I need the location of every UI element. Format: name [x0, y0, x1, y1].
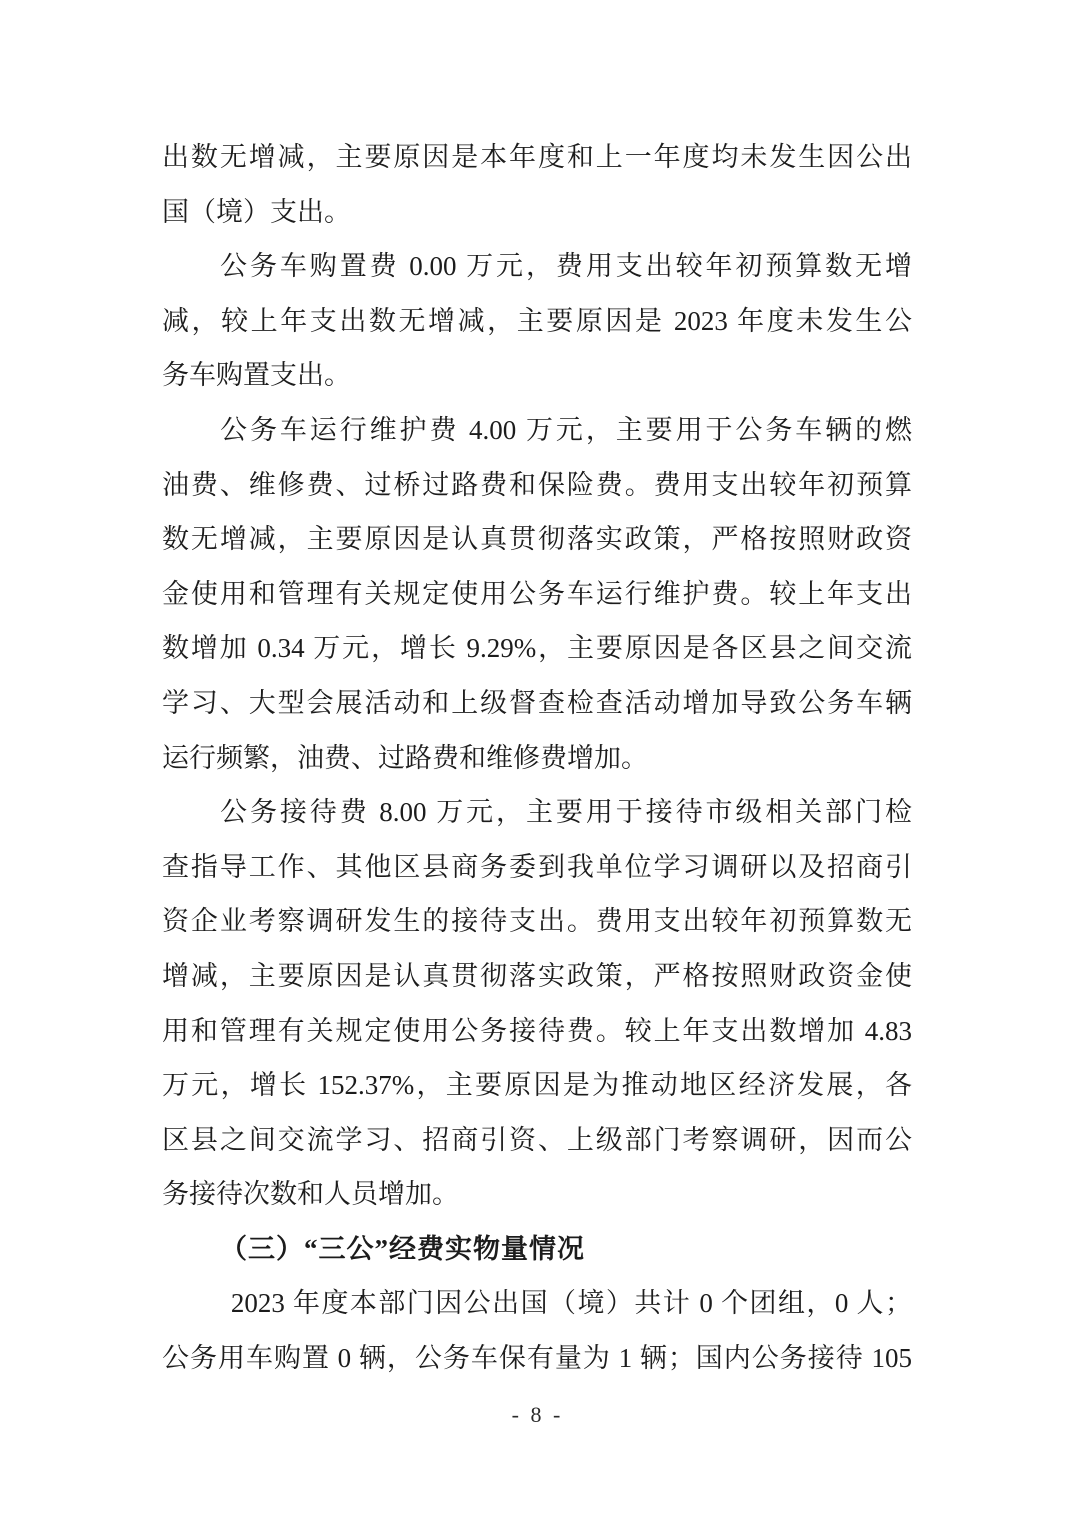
body-line: 万元，增长 152.37%，主要原因是为推动地区经济发展，各	[162, 1070, 912, 1101]
body-line: 增减，主要原因是认真贯彻落实政策，严格按照财政资金使	[162, 960, 912, 991]
body-line: 公务车运行维护费 4.00 万元，主要用于公务车辆的燃	[220, 414, 912, 445]
body-line: 数无增减，主要原因是认真贯彻落实政策，严格按照财政资	[162, 524, 912, 555]
body-line: 国（境）支出。	[162, 196, 351, 227]
section-heading: （三）“三公”经费实物量情况	[220, 1233, 586, 1264]
body-line: 务接待次数和人员增加。	[162, 1179, 459, 1210]
body-line: 2023 年度本部门因公出国（境）共计 0 个团组，0 人；	[230, 1288, 912, 1319]
body-line: 油费、维修费、过桥过路费和保险费。费用支出较年初预算	[162, 469, 912, 500]
body-line: 学习、大型会展活动和上级督查检查活动增加导致公务车辆	[162, 687, 912, 718]
body-line: 数增加 0.34 万元，增长 9.29%，主要原因是各区县之间交流	[162, 633, 912, 664]
page-number: - 8 -	[511, 1402, 564, 1427]
body-line: 资企业考察调研发生的接待支出。费用支出较年初预算数无	[162, 906, 912, 937]
body-line: 公务用车购置 0 辆，公务车保有量为 1 辆；国内公务接待 105	[162, 1343, 912, 1374]
body-line: 用和管理有关规定使用公务接待费。较上年支出数增加 4.83	[162, 1015, 912, 1046]
document-body	[162, 130, 912, 1386]
body-line: 出数无增减，主要原因是本年度和上一年度均未发生因公出	[162, 142, 912, 172]
body-line: 运行频繁，油费、过路费和维修费增加。	[162, 742, 648, 773]
body-line: 减，较上年支出数无增减，主要原因是 2023 年度未发生公	[162, 305, 912, 336]
body-line: 公务车购置费 0.00 万元，费用支出较年初预算数无增	[220, 251, 912, 282]
body-line: 公务接待费 8.00 万元，主要用于接待市级相关部门检	[220, 797, 912, 828]
body-line: 区县之间交流学习、招商引资、上级部门考察调研，因而公	[162, 1124, 912, 1155]
body-line: 务车购置支出。	[162, 360, 351, 391]
body-line: 查指导工作、其他区县商务委到我单位学习调研以及招商引	[162, 851, 912, 882]
body-line: 金使用和管理有关规定使用公务车运行维护费。较上年支出	[162, 578, 912, 609]
